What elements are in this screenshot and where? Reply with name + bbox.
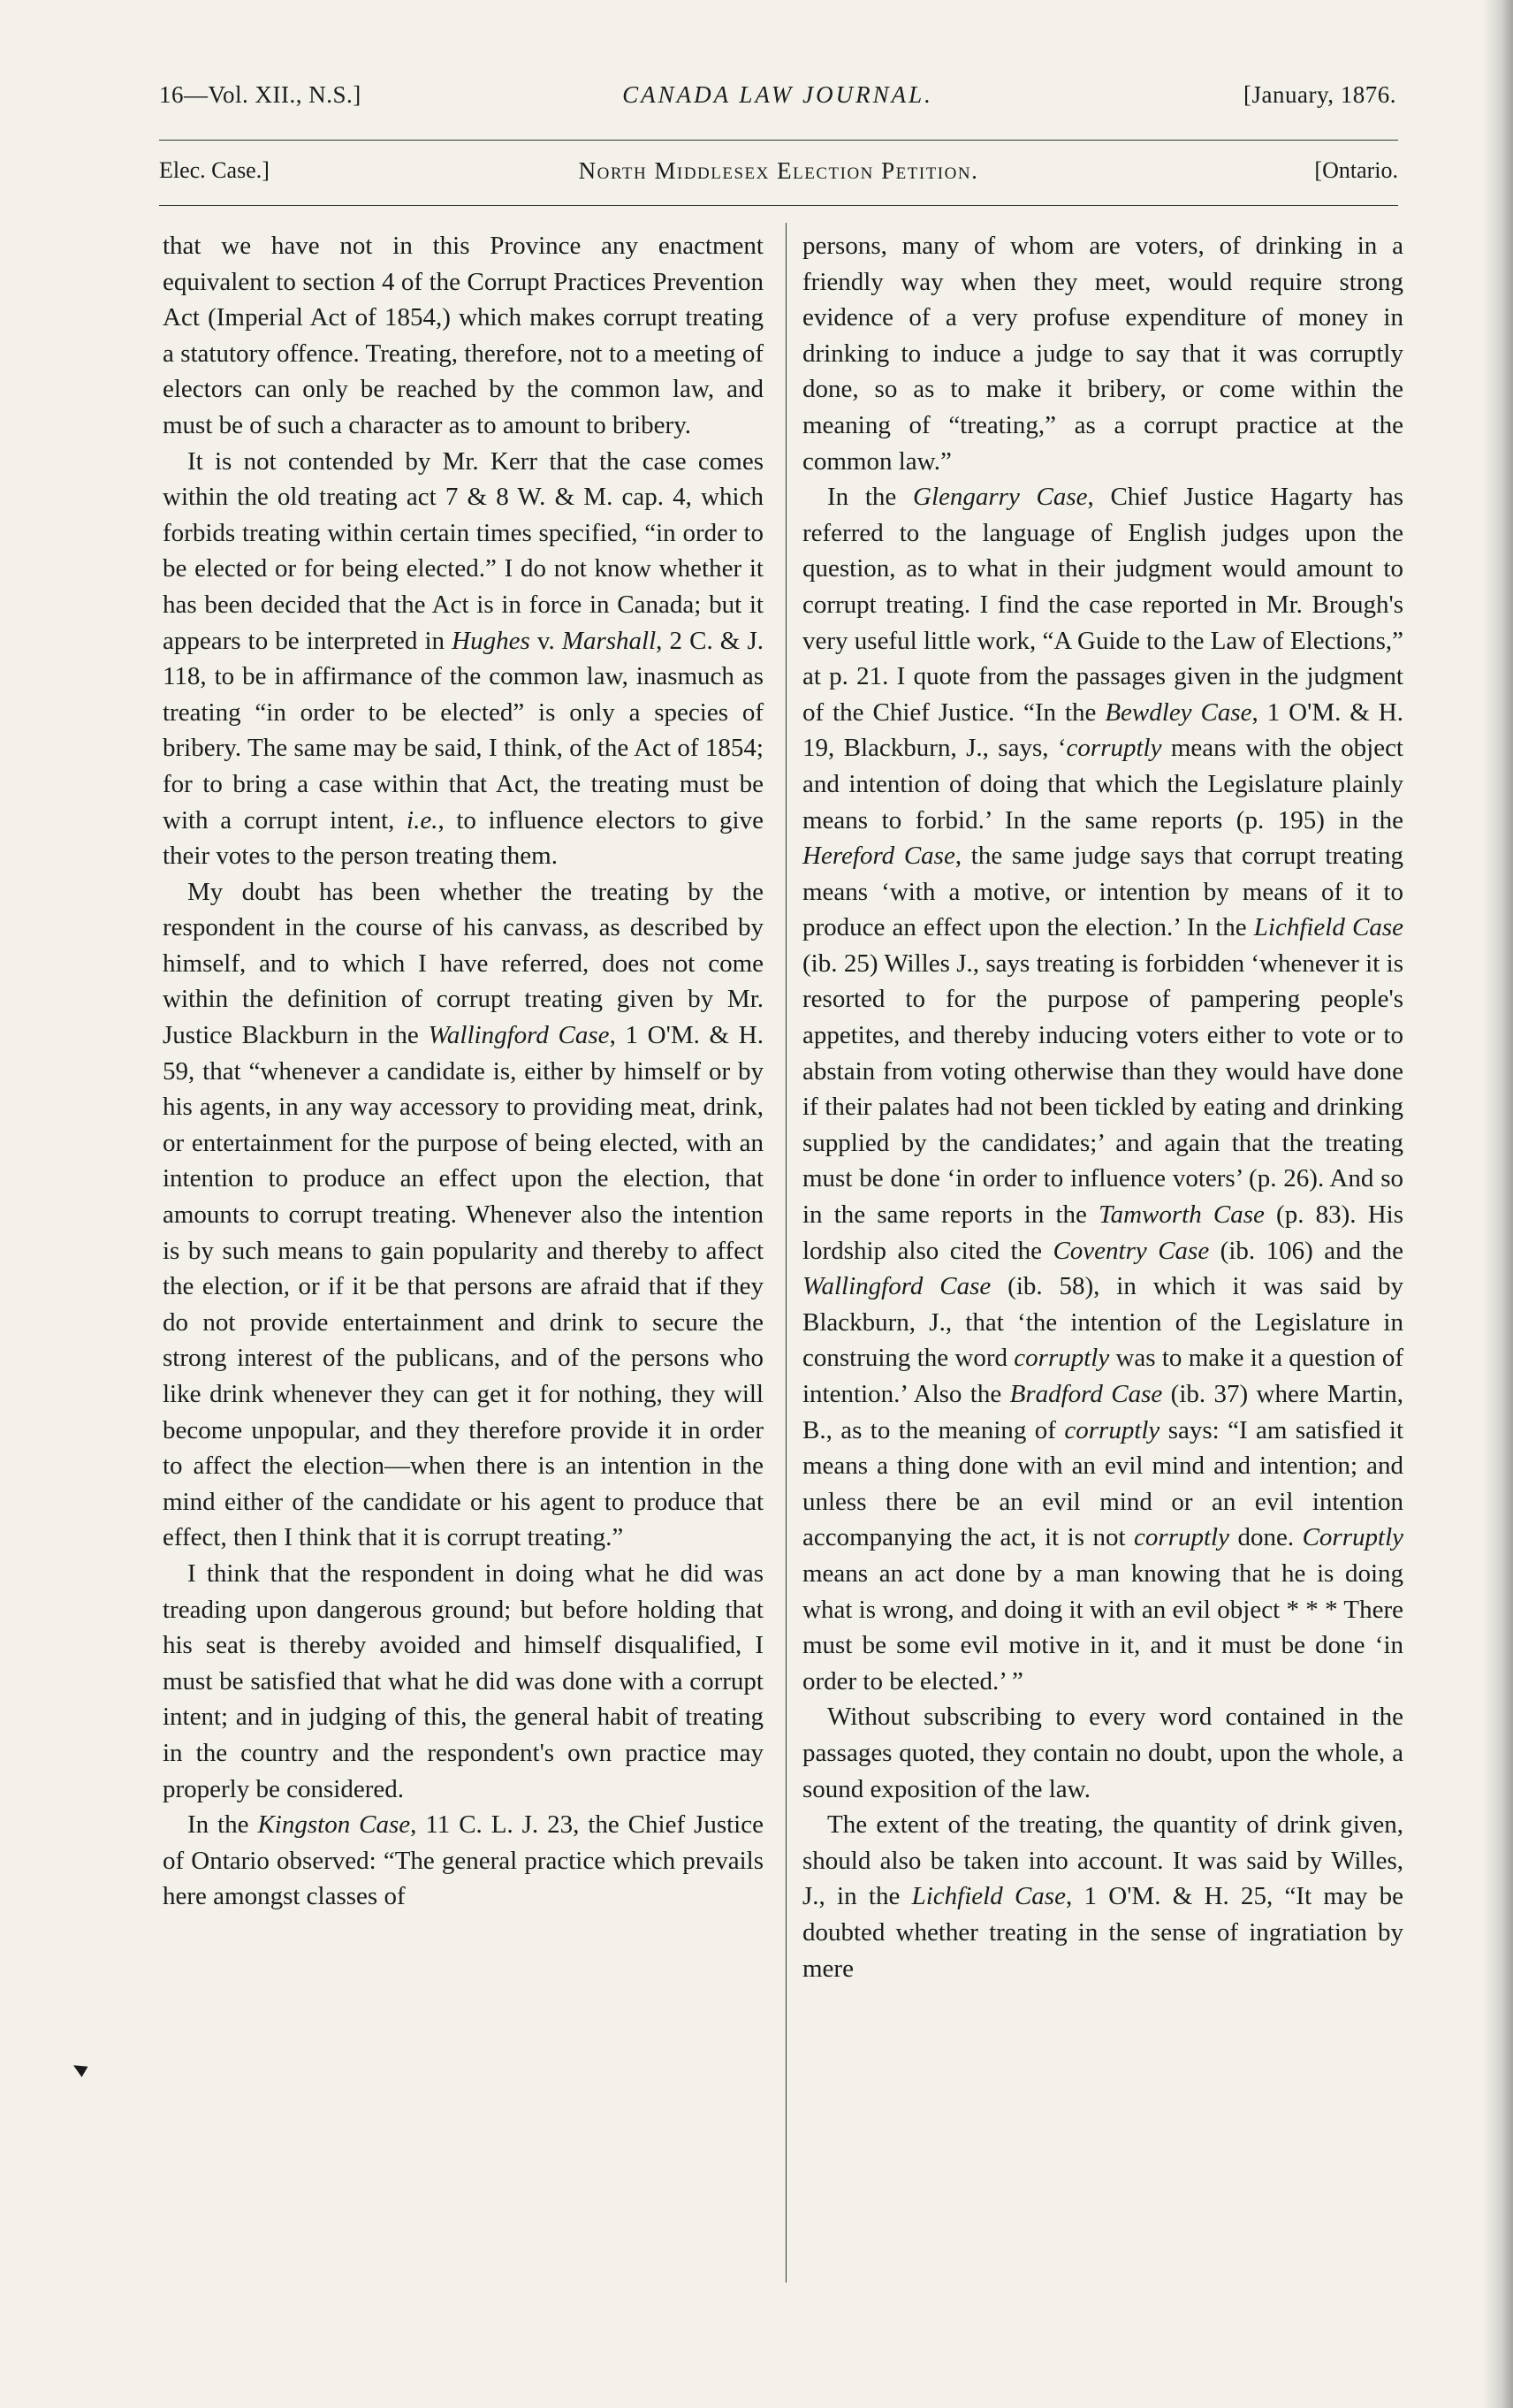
running-header — [159, 81, 1396, 117]
paragraph: In the Kingston Case, 11 C. L. J. 23, the Chief Justice of Ontario observed: “The general practice which prevails here amongst classes of — [163, 1810, 764, 1911]
paragraph: Without subscribing to every word contained in the passages quoted, they contain no doubt, upon the whole, a sound exposition of the law. — [802, 1703, 1403, 1803]
right-column — [802, 228, 1403, 1986]
page-edge-shadow — [1483, 0, 1513, 2408]
case-type: Elec. Case.] — [159, 157, 270, 183]
paragraph: In the Glengarry Case, Chief Justice Hagarty has referred to the language of English judges upon the question, as to what in their judgment would amount to corrupt treating. I find the case reported in Mr. Brough's very useful little work, “A Guide to the Law of Elections,” at p. 21. I quote from the passages given in the judgment of the Chief Justice. “In the Bewdley Case, 1 O'M. & H. 19, Blackburn, J., says, ‘corruptly means with the object and intention of doing that which the Legislature plainly means to forbid.’ In the same reports (p. 195) in the Hereford Case, the same judge says that corrupt treating means ‘with a motive, or intention by means of it to produce an effect upon the election.’ In the Lichfield Case (ib. 25) Willes J., says treating is forbidden ‘whenever it is resorted to for the purpose of pampering people's appetites, and thereby inducing voters either to vote or to abstain from voting otherwise than they would have done if their palates had not been tickled by eating and drinking supplied by the candidates;’ and again that the treating must be done ‘in order to influence voters’ (p. 26). And so in the same reports in the Tamworth Case (p. 83). His lordship also cited the Coventry Case (ib. 106) and the Wallingford Case (ib. 58), in which it was said by Blackburn, J., that ‘the intention of the Legislature in construing the word corruptly was to make it a question of intention.’ Also the Bradford Case (ib. 37) where Martin, B., as to the meaning of corruptly says: “I am satisfied it means a thing done with an evil mind and intention; and unless there be an evil mind or an evil intention accompanying the act, it is not corruptly done. Corruptly means an act done by a man knowing that he is doing what is wrong, and doing it with an evil object * * * There must be some evil motive in it, and it must be done ‘in order to be elected.’ ” — [802, 483, 1404, 1696]
left-column — [163, 228, 764, 1915]
case-jurisdiction: [Ontario. — [1314, 157, 1398, 183]
case-title: North Middlesex Election Petition. — [578, 157, 979, 184]
column-divider — [786, 223, 787, 2282]
case-header — [159, 157, 1398, 193]
paragraph: I think that the respondent in doing what he did was treading upon dangerous ground; but before holding that his seat is thereby avoided and himself disqualified, I must be satisfied that what he did was done with a corrupt intent; and in judging of this, the general habit of treating in the country and the respondent's own practice may properly be considered. — [163, 1558, 764, 1803]
journal-title: CANADA LAW JOURNAL. — [622, 81, 933, 108]
paragraph: persons, many of whom are voters, of drinking in a friendly way when they meet, would require strong evidence of a very profuse expenditure of money in drinking to induce a judge to say that it was corruptly done, so as to make it bribery, or come within the meaning of “treating,” as a corrupt practice at the common law.” — [802, 232, 1403, 476]
paragraph: The extent of the treating, the quantity of drink given, should also be taken into account. It was said by Willes, J., in the Lichfield Case, 1 O'M. & H. 25, “It may be doubted whether treating in the sense of ingratiation by mere — [802, 1810, 1403, 1983]
issue-date: [January, 1876. — [1243, 81, 1396, 108]
page-reference: 16—Vol. XII., N.S.] — [159, 81, 361, 108]
header-rule — [159, 140, 1398, 141]
paragraph: that we have not in this Province any enactment equivalent to section 4 of the Corrupt Practices Prevention Act (Imperial Act of 1854,) which makes corrupt treating a statutory offence. Treating, therefore, not to a meeting of electors can only be reached by the common law, and must be of such a character as to amount to bribery. — [163, 232, 764, 439]
paragraph: It is not contended by Mr. Kerr that the case comes within the old treating act 7 & 8 W. & M. cap. 4, which forbids treating within certain times specified, “in order to be elected or for being elected.” I do not know whether it has been decided that the Act is in force in Canada; but it appears to be interpreted in Hughes v. Marshall, 2 C. & J. 118, to be in affirmance of the common law, inasmuch as treating “in order to be elected” is only a species of bribery. The same may be said, I think, of the Act of 1854; for to bring a case within that Act, the treating must be with a corrupt intent, i.e., to influence electors to give their votes to the person treating them. — [163, 446, 764, 871]
case-header-rule — [159, 205, 1398, 206]
paragraph: My doubt has been whether the treating by the respondent in the course of his canvass, as described by himself, and to which I have referred, does not come within the definition of corrupt treating given by Mr. Justice Blackburn in the Wallingford Case, 1 O'M. & H. 59, that “whenever a candidate is, either by himself or by his agents, in any way accessory to providing meat, drink, or entertainment for the purpose of being elected, with an intention to produce an effect upon the election, that amounts to corrupt treating. Whenever also the intention is by such means to gain popularity and thereby to affect the election, or if it be that persons are afraid that if they do not provide entertainment and drink to secure the strong interest of the publicans, and of the persons who like drink whenever they can get it for nothing, they will become unpopular, and they therefore provide it in order to affect the election—when there is an intention in the mind either of the candidate or his agent to produce that effect, then I think that it is corrupt treating.” — [163, 877, 764, 1552]
margin-ink-mark — [71, 2060, 88, 2077]
